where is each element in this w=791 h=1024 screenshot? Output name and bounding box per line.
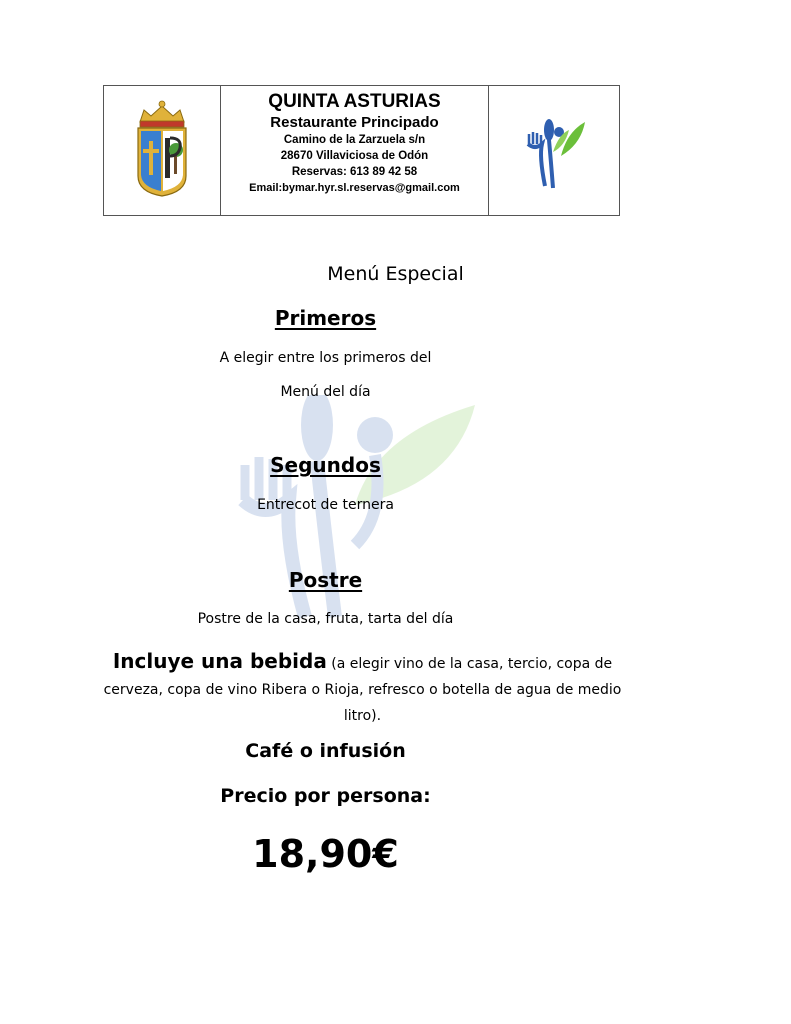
coat-of-arms-icon	[104, 86, 220, 217]
bebida-paragraph	[100, 648, 625, 729]
segundos-heading: Segundos	[270, 453, 381, 477]
header-table	[103, 85, 620, 216]
restaurant-logo-cell	[489, 86, 619, 215]
city: 28670 Villaviciosa de Odón	[280, 150, 429, 162]
menu-title: Menú Especial	[327, 263, 464, 285]
address: Camino de la Zarzuela s/n	[283, 134, 426, 146]
precio-label: Precio por persona:	[220, 785, 431, 807]
primeros-line-2: Menú del día	[280, 384, 371, 400]
primeros-heading: Primeros	[274, 306, 377, 330]
phone: Reservas: 613 89 42 58	[291, 166, 418, 178]
restaurant-subtitle: Restaurante Principado	[270, 114, 439, 131]
fork-leaf-logo-icon	[489, 86, 619, 217]
header-info	[221, 86, 489, 215]
cafe-text: Café o infusión	[245, 740, 406, 762]
bebida-detail: (a elegir vino de la casa, tercio, copa de cerveza, copa de vino Ribera o Rioja, refresco o botella de agua de medio litro).	[103, 656, 622, 724]
email: Email:bymar.hyr.sl.reservas@gmail.com	[249, 182, 460, 194]
postre-heading: Postre	[288, 568, 363, 592]
postre-text: Postre de la casa, fruta, tarta del día	[197, 611, 454, 627]
bebida-strong: Incluye una bebida	[112, 649, 327, 673]
restaurant-name: QUINTA ASTURIAS	[268, 91, 441, 112]
coat-of-arms-cell	[104, 86, 221, 215]
segundos-text: Entrecot de ternera	[257, 497, 394, 513]
primeros-line-1: A elegir entre los primeros del	[219, 350, 432, 366]
precio-amount: 18,90€	[252, 832, 399, 876]
